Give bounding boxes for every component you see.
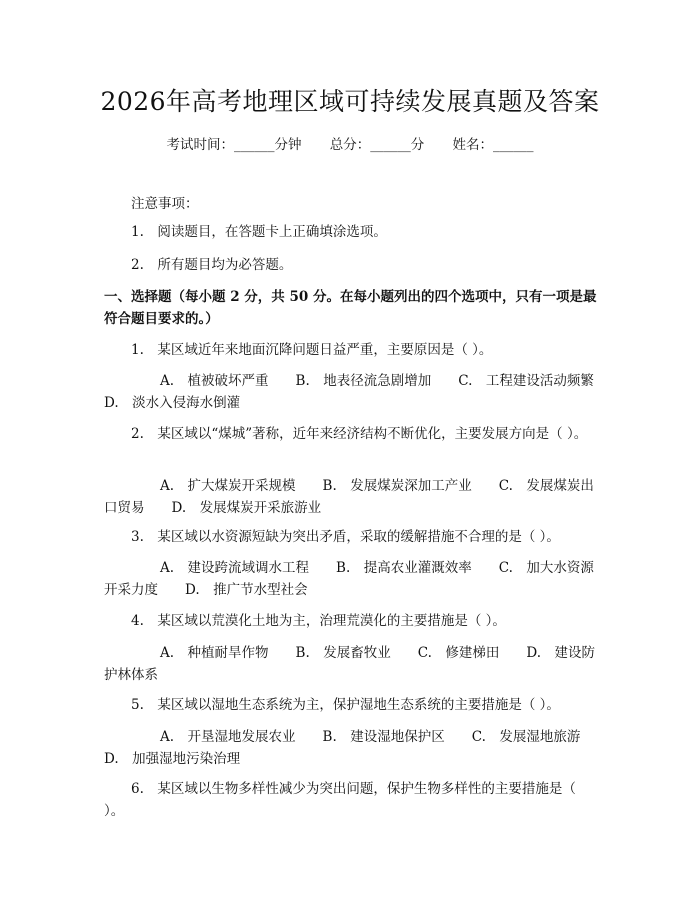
question-stem: 2. 某区域以“煤城”著称，近年来经济结构不断优化，主要发展方向是（ ）。 — [131, 426, 588, 442]
question-options: A. 建设跨流域调水工程 B. 提高农业灌溉效率 C. 加大水资源开采力度 D. 推广节水型社会 — [104, 560, 594, 598]
question-options: A. 扩大煤炭开采规模 B. 发展煤炭深加工产业 C. 发展煤炭出口贸易 D. 发展煤炭开采旅游业 — [104, 478, 594, 516]
exam-time: 考试时间：______分钟 — [166, 137, 302, 153]
question-options: A. 种植耐旱作物 B. 发展畜牧业 C. 修建梯田 D. 建设防护林体系 — [104, 645, 596, 683]
notice-heading: 注意事项： — [131, 196, 199, 212]
notice-item: 1. 阅读题目，在答题卡上正确填涂选项。 — [131, 224, 387, 240]
question-stem: 3. 某区域以水资源短缺为突出矛盾，采取的缓解措施不合理的是（ ）。 — [131, 529, 560, 545]
section-heading: 一、选择题（每小题 2 分，共 50 分。在每小题列出的四个选项中，只有一项是最符合题目要求的。） — [104, 289, 597, 327]
question-options: A. 开垦湿地发展农业 B. 建设湿地保护区 C. 发展湿地旅游 D. 加强湿地污染治理 — [104, 729, 594, 767]
question-stem: 5. 某区域以湿地生态系统为主，保护湿地生态系统的主要措施是（ ）。 — [131, 697, 560, 713]
exam-score: 总分：______分 — [329, 137, 425, 153]
question-stem: 1. 某区域近年来地面沉降问题日益严重，主要原因是（ ）。 — [131, 342, 493, 358]
question-stem: 4. 某区域以荒漠化土地为主，治理荒漠化的主要措施是（ ）。 — [131, 613, 506, 629]
exam-name: 姓名：______ — [452, 137, 534, 153]
exam-meta — [0, 133, 700, 153]
page-title: 2026年高考地理区域可持续发展真题及答案 — [100, 87, 600, 116]
question-stem: 6. 某区域以生物多样性减少为突出问题，保护生物多样性的主要措施是（ ）。 — [104, 781, 576, 819]
question-options: A. 植被破坏严重 B. 地表径流急剧增加 C. 工程建设活动频繁 D. 淡水入侵海水倒灌 — [104, 373, 621, 411]
notice-item: 2. 所有题目均为必答题。 — [131, 257, 293, 273]
